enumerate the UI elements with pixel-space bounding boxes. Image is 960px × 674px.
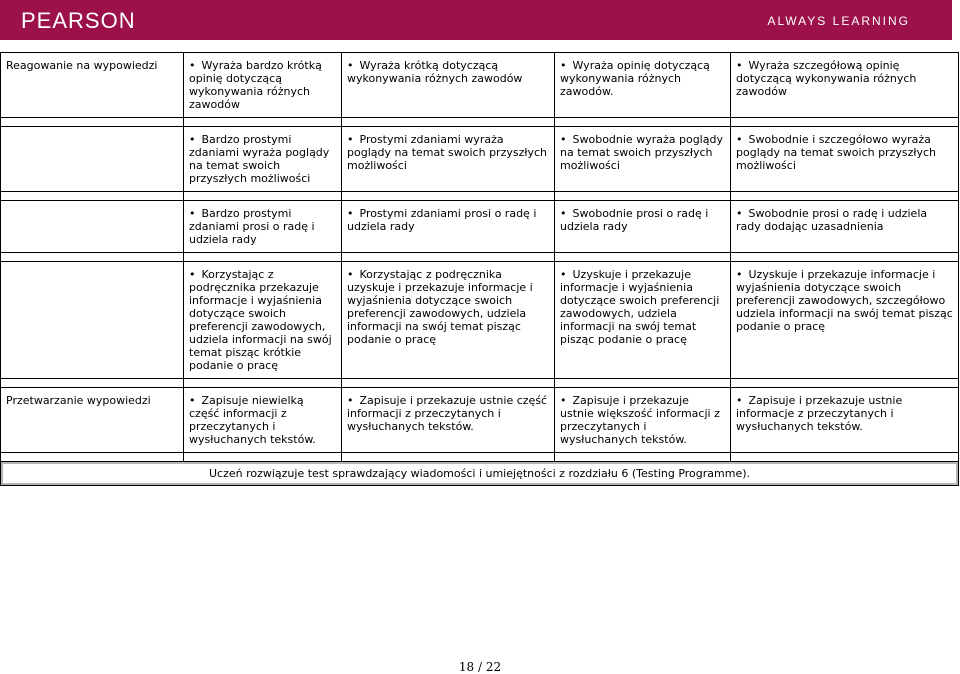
bullet-text: • Swobodnie prosi o radę i udziela rady	[560, 207, 726, 233]
cell	[184, 127, 342, 192]
cell	[555, 201, 731, 253]
bullet-text: • Swobodnie i szczegółowo wyraża poglądy na temat swoich przyszłych możliwości	[736, 133, 954, 172]
table-row	[1, 388, 959, 453]
cell	[342, 201, 555, 253]
bullet-text: • Prostymi zdaniami prosi o radę i udziela rady	[347, 207, 550, 233]
tagline: ALWAYS LEARNING	[767, 14, 910, 28]
bullet-text: • Wyraża opinię dotyczącą wykonywania różnych zawodów.	[560, 59, 726, 98]
cell	[731, 262, 959, 379]
bullet-text: • Bardzo prostymi zdaniami prosi o radę i udziela rady	[189, 207, 337, 246]
table-row	[1, 201, 959, 253]
cell	[184, 201, 342, 253]
cell	[184, 388, 342, 453]
bullet-text: • Uzyskuje i przekazuje informacje i wyjaśnienia dotyczące swoich preferencji zawodowych, szczegółowo udziela informacji na swój temat pisząc podanie o pracę	[736, 268, 954, 333]
cell	[342, 388, 555, 453]
row-label	[1, 262, 184, 379]
bullet-text: • Zapisuje i przekazuje ustnie informacje z przeczytanych i wysłuchanych tekstów.	[736, 394, 954, 433]
cell	[555, 127, 731, 192]
footer-note: Uczeń rozwiązuje test sprawdzający wiadomości i umiejętności z rozdziału 6 (Testing Programme).	[3, 464, 956, 483]
bullet-text: • Uzyskuje i przekazuje informacje i wyjaśnienia dotyczące swoich preferencji zawodowych, udziela informacji na swój temat pisząc podanie o pracę	[560, 268, 726, 346]
row-label	[1, 201, 184, 253]
table-row	[1, 262, 959, 379]
row-label	[1, 127, 184, 192]
bullet-text: • Swobodnie prosi o radę i udziela rady dodając uzasadnienia	[736, 207, 954, 233]
bullet-text: • Korzystając z podręcznika przekazuje informacje i wyjaśnienia dotyczące swoich preferencji zawodowych, udziela informacji na swój temat pisząc krótkie podanie o pracę	[189, 268, 337, 372]
row-label: Reagowanie na wypowiedzi	[1, 53, 184, 118]
bullet-text: • Wyraża szczegółową opinię dotyczącą wykonywania różnych zawodów	[736, 59, 954, 98]
cell	[731, 53, 959, 118]
cell	[555, 388, 731, 453]
page-number: 18 / 22	[458, 660, 502, 674]
bullet-text: • Wyraża krótką dotyczącą wykonywania różnych zawodów	[347, 59, 550, 85]
bullet-text: • Prostymi zdaniami wyraża poglądy na temat swoich przyszłych możliwości	[347, 133, 550, 172]
bullet-text: • Zapisuje i przekazuje ustnie większość informacji z przeczytanych i wysłuchanych tekstów.	[560, 394, 726, 446]
bullet-text: • Korzystając z podręcznika uzyskuje i przekazuje informacje i wyjaśnienia dotyczące swoich preferencji zawodowych, udziela informacji na swój temat pisząc podanie o pracę	[347, 268, 550, 346]
table-row	[1, 53, 959, 118]
cell	[184, 262, 342, 379]
cell	[555, 53, 731, 118]
bullet-text: • Bardzo prostymi zdaniami wyraża poglądy na temat swoich przyszłych możliwości	[189, 133, 337, 185]
footer-row	[1, 462, 959, 486]
bullet-text: • Swobodnie wyraża poglądy na temat swoich przyszłych możliwości	[560, 133, 726, 172]
cell	[342, 53, 555, 118]
table-row	[1, 127, 959, 192]
footer-bar	[1, 462, 958, 485]
cell	[342, 127, 555, 192]
bullet-text: • Zapisuje i przekazuje ustnie część informacji z przeczytanych i wysłuchanych tekstów.	[347, 394, 550, 433]
bullet-text: • Wyraża bardzo krótką opinię dotyczącą wykonywania różnych zawodów	[189, 59, 337, 111]
cell	[184, 53, 342, 118]
header-banner	[0, 0, 952, 40]
bullet-text: • Zapisuje niewielką część informacji z przeczytanych i wysłuchanych tekstów.	[189, 394, 337, 446]
cell	[342, 262, 555, 379]
row-label: Przetwarzanie wypowiedzi	[1, 388, 184, 453]
cell	[731, 127, 959, 192]
pearson-logo: PEARSON	[21, 8, 136, 33]
cell	[731, 388, 959, 453]
assessment-table	[0, 52, 958, 486]
cell	[731, 201, 959, 253]
cell	[555, 262, 731, 379]
